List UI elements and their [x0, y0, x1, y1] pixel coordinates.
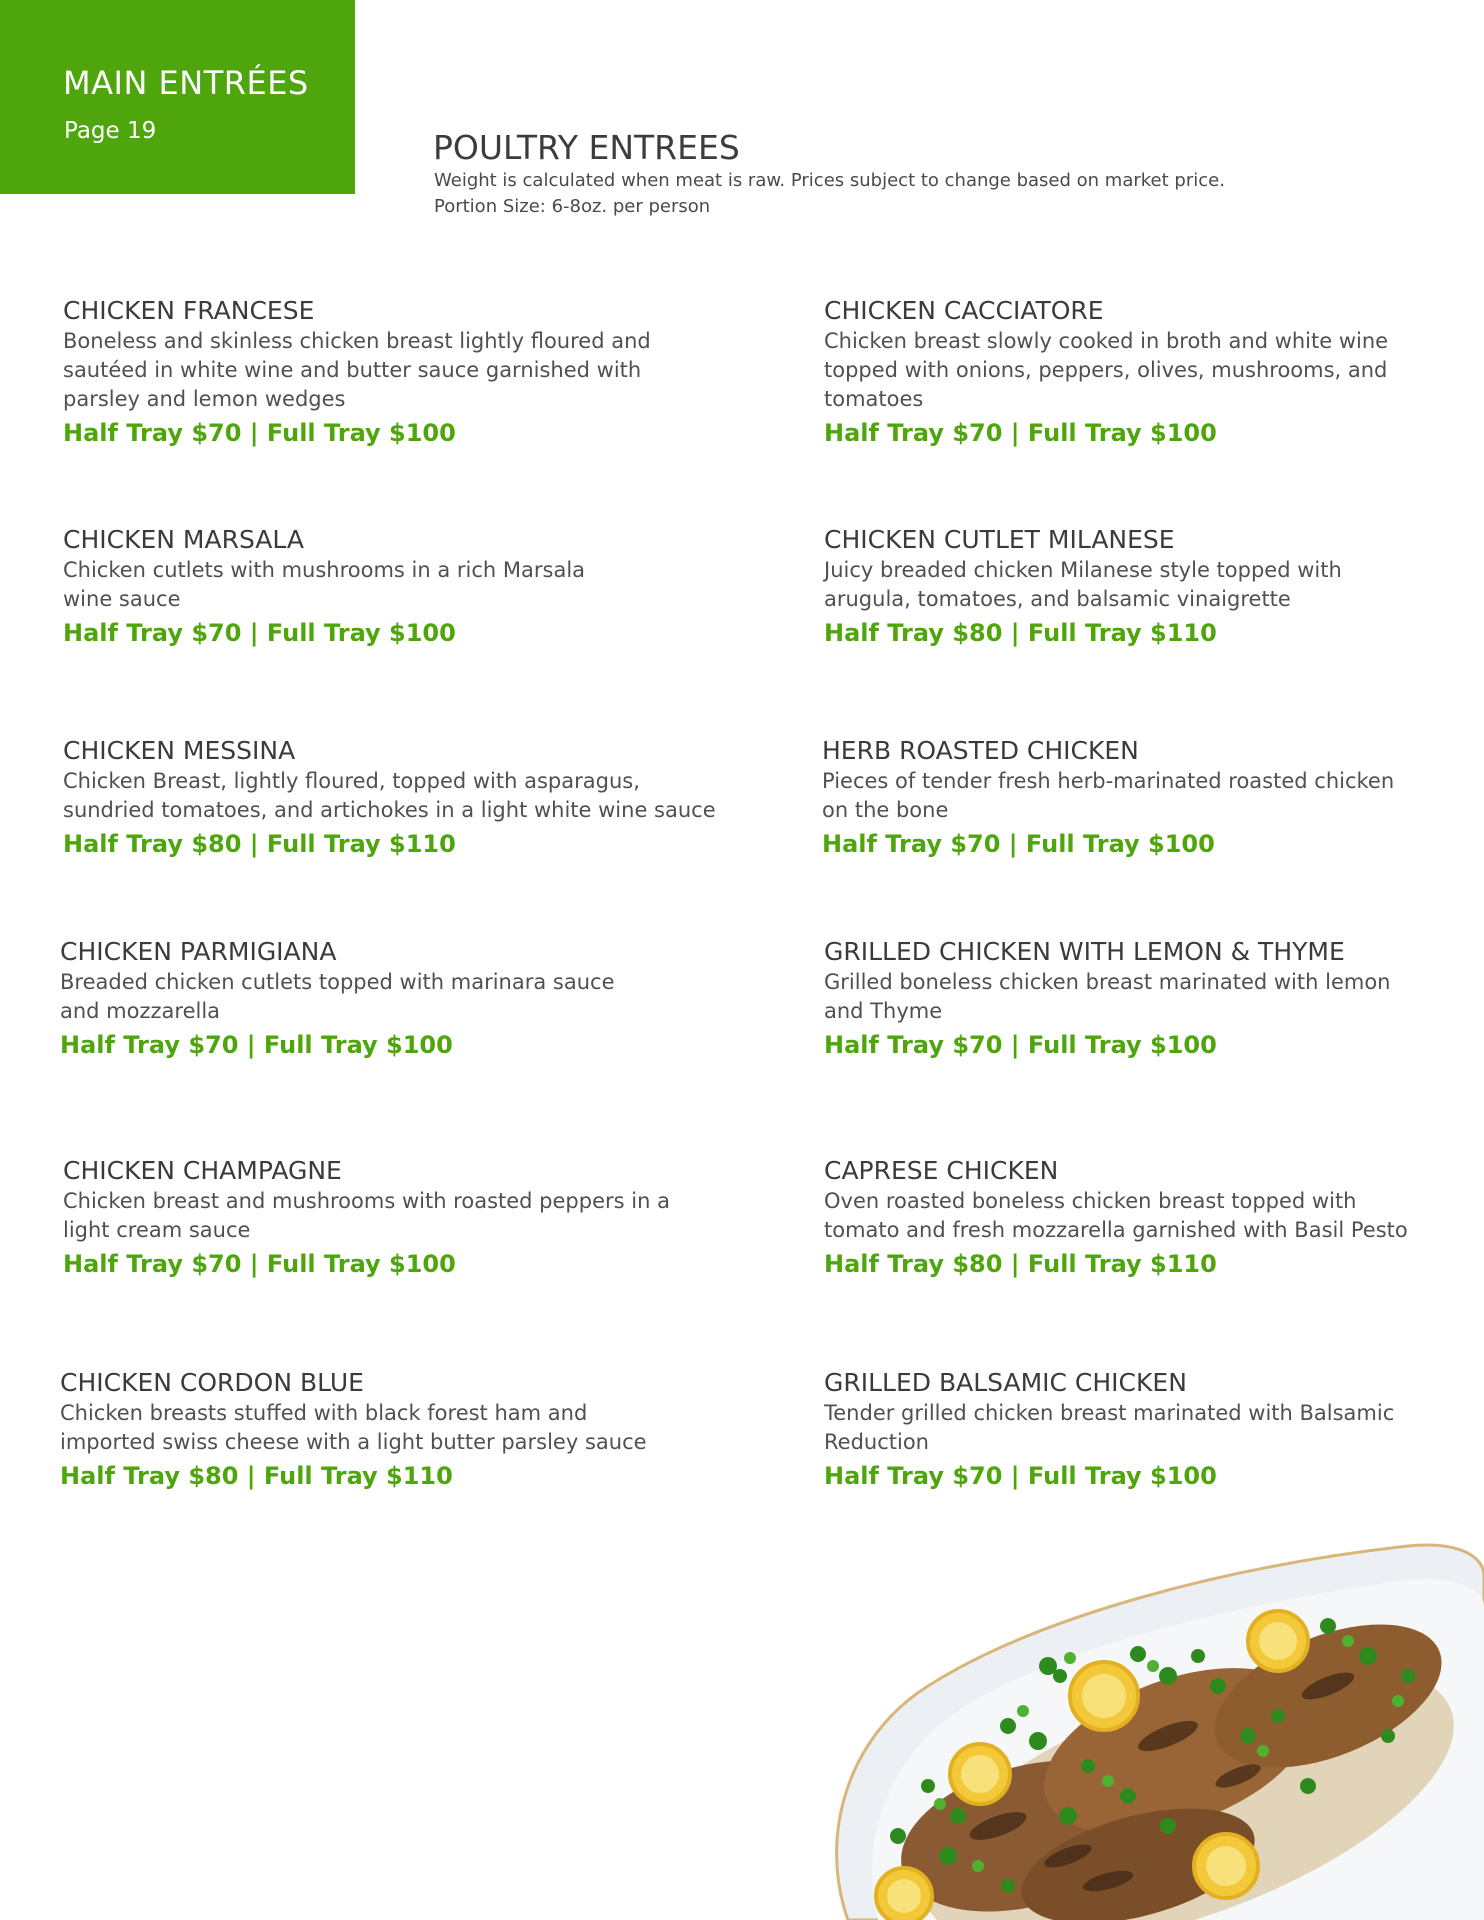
item-name: CHICKEN CUTLET MILANESE	[824, 525, 1175, 554]
menu-item	[824, 1368, 1484, 1491]
item-price: Half Tray $70 | Full Tray $100	[822, 830, 1215, 858]
item-price: Half Tray $70 | Full Tray $100	[63, 419, 456, 447]
item-description: Chicken breasts stuffed with black forest ham and imported swiss cheese with a light butter parsley sauce	[60, 1401, 647, 1454]
menu-item	[822, 736, 1484, 859]
item-description: Grilled boneless chicken breast marinated with lemon and Thyme	[824, 970, 1391, 1023]
item-name: CHICKEN CORDON BLUE	[60, 1368, 364, 1397]
item-price: Half Tray $70 | Full Tray $100	[824, 1462, 1217, 1490]
menu-item	[60, 937, 820, 1060]
item-price: Half Tray $70 | Full Tray $100	[60, 1031, 453, 1059]
item-name: CHICKEN CHAMPAGNE	[63, 1156, 342, 1185]
menu-item	[824, 296, 1484, 448]
menu-item	[63, 1156, 823, 1279]
item-name: CHICKEN MARSALA	[63, 525, 305, 554]
chicken-dish-photo	[808, 1536, 1484, 1920]
item-name: CAPRESE CHICKEN	[824, 1156, 1059, 1185]
item-name: CHICKEN FRANCESE	[63, 296, 315, 325]
item-name: CHICKEN PARMIGIANA	[60, 937, 337, 966]
item-price: Half Tray $80 | Full Tray $110	[60, 1462, 453, 1490]
weight-note: Weight is calculated when meat is raw. Prices subject to change based on market price.	[434, 170, 1225, 191]
item-name: CHICKEN MESSINA	[63, 736, 296, 765]
item-name: GRILLED CHICKEN WITH LEMON & THYME	[824, 937, 1345, 966]
item-price: Half Tray $80 | Full Tray $110	[824, 619, 1217, 647]
item-description: Juicy breaded chicken Milanese style topped with arugula, tomatoes, and balsamic vinaigrette	[824, 558, 1342, 611]
item-price: Half Tray $80 | Full Tray $110	[63, 830, 456, 858]
section-title: MAIN ENTRÉES	[63, 64, 309, 102]
menu-item	[824, 525, 1484, 648]
item-price: Half Tray $70 | Full Tray $100	[824, 1031, 1217, 1059]
menu-item	[63, 736, 823, 859]
item-price: Half Tray $70 | Full Tray $100	[63, 1250, 456, 1278]
item-description: Boneless and skinless chicken breast lightly floured and sautéed in white wine and butter sauce garnished with parsley and lemon wedges	[63, 329, 651, 411]
item-name: CHICKEN CACCIATORE	[824, 296, 1104, 325]
menu-item	[60, 1368, 820, 1491]
menu-item	[824, 1156, 1484, 1279]
section-tab	[0, 0, 355, 194]
menu-item	[63, 525, 823, 648]
item-price: Half Tray $70 | Full Tray $100	[63, 619, 456, 647]
item-description: Chicken Breast, lightly floured, topped with asparagus, sundried tomatoes, and artichokes in a light white wine sauce	[63, 769, 716, 822]
item-description: Pieces of tender fresh herb-marinated roasted chicken on the bone	[822, 769, 1395, 822]
item-description: Breaded chicken cutlets topped with marinara sauce and mozzarella	[60, 970, 615, 1023]
item-name: HERB ROASTED CHICKEN	[822, 736, 1139, 765]
item-description: Oven roasted boneless chicken breast topped with tomato and fresh mozzarella garnished with Basil Pesto	[824, 1189, 1408, 1242]
item-description: Chicken breast slowly cooked in broth and white wine topped with onions, peppers, olives, mushrooms, and tomatoes	[824, 329, 1389, 411]
category-title: POULTRY ENTREES	[433, 128, 740, 167]
item-description: Tender grilled chicken breast marinated with Balsamic Reduction	[824, 1401, 1395, 1454]
portion-note: Portion Size: 6-8oz. per person	[434, 196, 711, 217]
menu-item	[824, 937, 1484, 1060]
item-price: Half Tray $70 | Full Tray $100	[824, 419, 1217, 447]
item-price: Half Tray $80 | Full Tray $110	[824, 1250, 1217, 1278]
item-description: Chicken breast and mushrooms with roasted peppers in a light cream sauce	[63, 1189, 670, 1242]
item-name: GRILLED BALSAMIC CHICKEN	[824, 1368, 1187, 1397]
item-description: Chicken cutlets with mushrooms in a rich Marsala wine sauce	[63, 558, 586, 611]
page-number: Page 19	[64, 118, 157, 144]
menu-item	[63, 296, 823, 448]
